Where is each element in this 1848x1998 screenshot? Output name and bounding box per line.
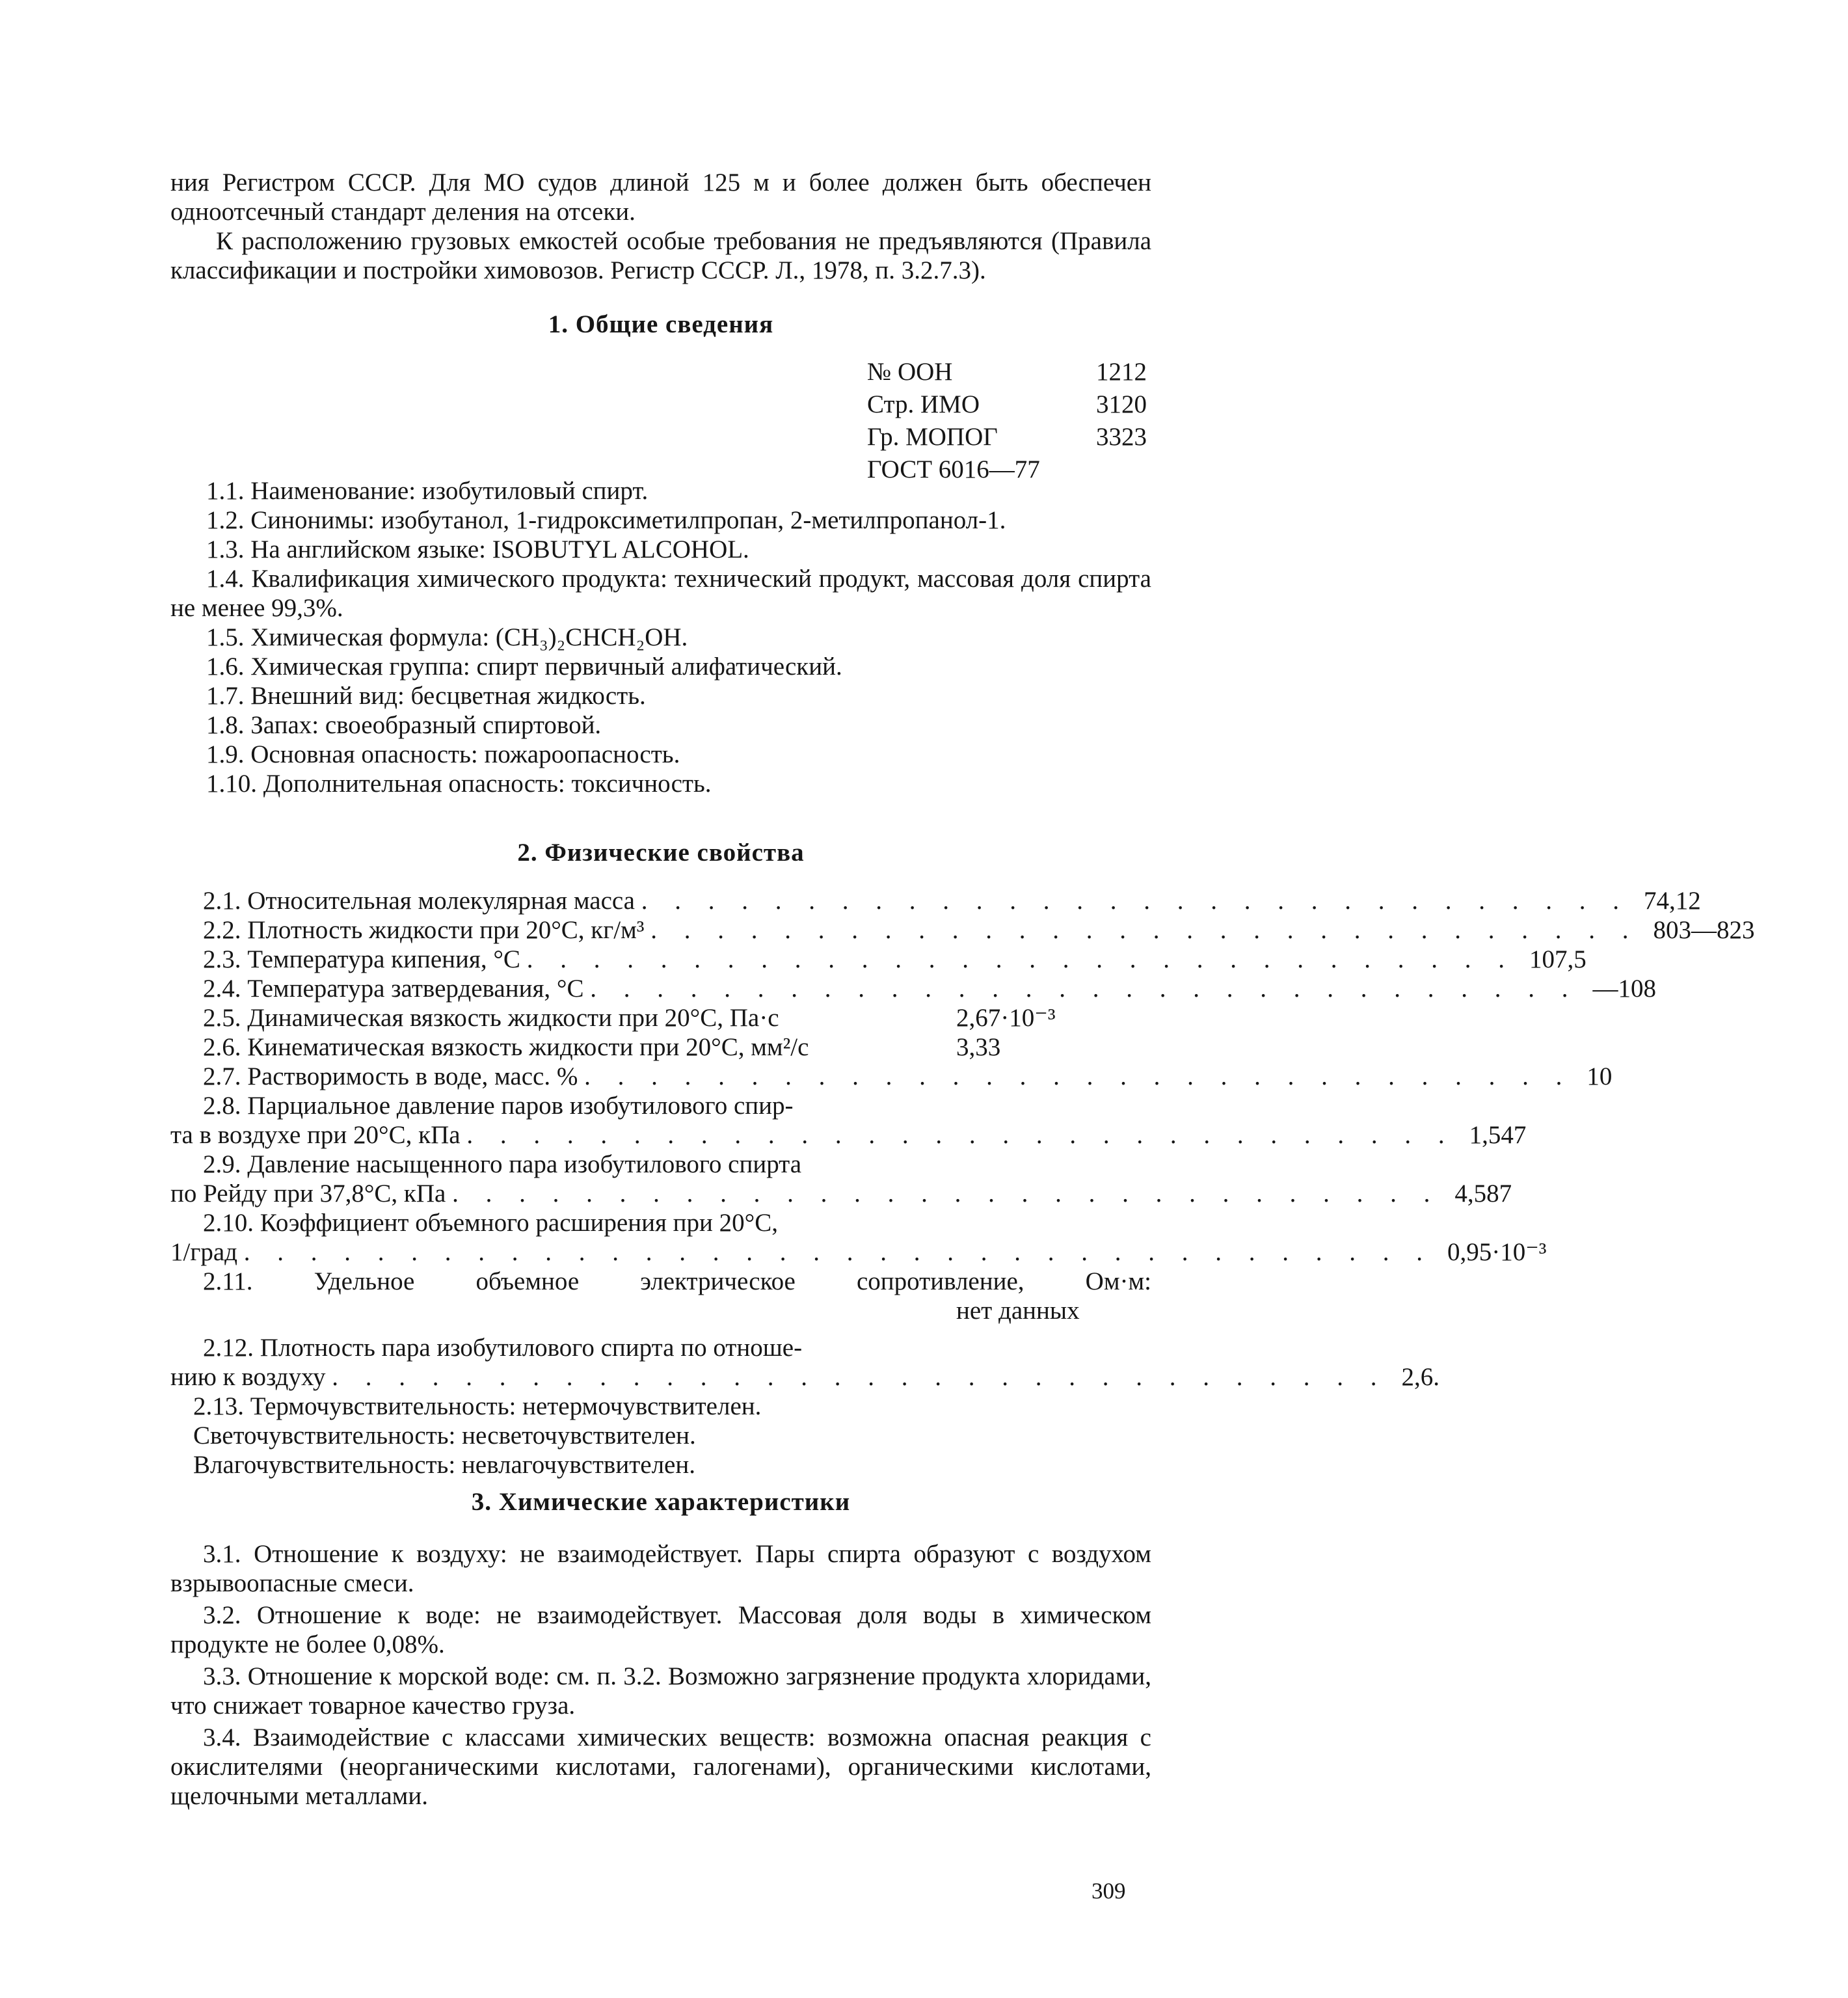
property-multiline: 2.9. Давление насыщенного пара изобутилового спирта по Рейду при 37,8°C, кПа . . . . . . . . . . . . . . . . . . . . . . . . . . . . . . 4,587	[170, 1150, 1151, 1208]
property-row: 2.3. Температура кипения, °C . . . . . . . . . . . . . . . . . . . . . . . . . . . . . . 107,5	[170, 945, 1151, 974]
section-1-list	[170, 476, 1151, 798]
list-item: 1.9. Основная опасность: пожароопасность.	[206, 740, 680, 768]
id-value: 1212	[1096, 358, 1147, 386]
property-row	[170, 1033, 1151, 1062]
property-label: 1/град	[170, 1238, 237, 1266]
section-2-heading: 2. Физические свойства	[517, 839, 805, 867]
property-value: —108	[1592, 975, 1657, 1003]
id-value: 3323	[1096, 423, 1147, 451]
list-item: 1.3. На английском языке: ISOBUTYL ALCOHOL.	[206, 535, 749, 563]
intro-block	[170, 168, 1151, 285]
property-label: 2.2. Плотность жидкости при 20°C, кг/м³	[203, 916, 645, 944]
list-item: 1.6. Химическая группа: спирт первичный алифатический.	[206, 653, 842, 681]
property-label: нию к воздуху	[170, 1363, 326, 1391]
id-row	[867, 357, 1147, 390]
property-text: Светочувствительность: несветочувствителен.	[193, 1422, 696, 1450]
list-item: 1.10. Дополнительная опасность: токсичность.	[206, 770, 712, 798]
id-value: 3120	[1096, 390, 1147, 418]
id-label: Гр. МОПОГ	[867, 423, 998, 451]
id-label: ГОСТ 6016—77	[867, 455, 1040, 483]
property-value: 2,6.	[1401, 1363, 1440, 1391]
property-label: та в воздухе при 20°C, кПа	[170, 1121, 461, 1149]
property-multiline: 2.12. Плотность пара изобутилового спирта по отноше- нию к воздуху . . . . . . . . . . . . . . . . . . . . . . . . . . . . . . . . 2,6.	[170, 1333, 1151, 1392]
property-value: 10	[1587, 1062, 1613, 1090]
list-item: 1.1. Наименование: изобутиловый спирт.	[206, 477, 649, 505]
property-value: 74,12	[1643, 887, 1701, 915]
property-value: 4,587	[1454, 1180, 1512, 1208]
section-1-heading: 1. Общие сведения	[548, 310, 774, 338]
property-multiline	[170, 1267, 1151, 1325]
list-item: 3.1. Отношение к воздуху: не взаимодействует. Пары спирта образуют с воздухом взрывоопасные смеси.	[170, 1540, 1151, 1597]
property-value: 803—823	[1653, 916, 1755, 944]
property-row: 2.4. Температура затвердевания, °C . . . . . . . . . . . . . . . . . . . . . . . . . . . . . . —108	[170, 974, 1151, 1003]
section-3-list	[170, 1539, 1151, 1811]
section-3-heading: 3. Химические характеристики	[471, 1488, 851, 1516]
identifier-table	[867, 357, 1147, 487]
property-label: 2.3. Температура кипения, °C	[203, 945, 520, 973]
section-2-properties	[170, 886, 1755, 1479]
property-label: 2.4. Температура затвердевания, °C	[203, 975, 584, 1003]
property-label: 2.10. Коэффициент объемного расширения при 20°C,	[203, 1209, 778, 1237]
property-label: по Рейду при 37,8°C, кПа	[170, 1180, 446, 1208]
property-label: 2.8. Парциальное давление паров изобутилового спир-	[203, 1092, 794, 1120]
property-value: 0,95·10⁻³	[1447, 1238, 1547, 1266]
property-value: нет данных	[956, 1297, 1080, 1325]
property-label: 2.5. Динамическая вязкость жидкости при 20°C, Па·с	[203, 1004, 779, 1032]
list-item: 1.5. Химическая формула: (CH₃)₂CHCH₂OH.	[206, 623, 688, 651]
property-label: 2.1. Относительная молекулярная масса	[203, 887, 635, 915]
property-row	[170, 1003, 1151, 1033]
property-multiline: 2.10. Коэффициент объемного расширения при 20°C, 1/град . . . . . . . . . . . . . . . . . . . . . . . . . . . . . . . . . . . . 0,95·10⁻³	[170, 1208, 1151, 1267]
list-item: 3.4. Взаимодействие с классами химических веществ: возможна опасная реакция с окислителями (неорганическими кислотами, галогенами), органическими кислотами, щелочными металлами.	[170, 1723, 1151, 1810]
list-item: 1.2. Синонимы: изобутанол, 1-гидроксиметилпропан, 2-метилпропанол-1.	[206, 506, 1006, 534]
list-item: 1.4. Квалификация химического продукта: технический продукт, массовая доля спирта не менее 99,3%.	[170, 565, 1151, 622]
property-value: 2,67·10⁻³	[956, 1004, 1056, 1032]
property-multiline: 2.8. Парциальное давление паров изобутилового спир- та в воздухе при 20°C, кПа . . . . . . . . . . . . . . . . . . . . . . . . . . . . . . 1,547	[170, 1091, 1151, 1150]
id-label: № ООН	[867, 358, 953, 386]
list-item: 3.3. Отношение к морской воде: см. п. 3.2. Возможно загрязнение продукта хлоридами, что снижает товарное качество груза.	[170, 1662, 1151, 1720]
property-label: 2.11. Удельное объемное электрическое сопротивление, Ом·м:	[203, 1267, 1151, 1295]
property-row: 2.2. Плотность жидкости при 20°C, кг/м³ . . . . . . . . . . . . . . . . . . . . . . . . . . . . . . 803—823	[170, 915, 1151, 945]
property-value: 107,5	[1529, 945, 1587, 973]
property-text: Влагочувствительность: невлагочувствителен.	[193, 1451, 695, 1479]
list-item: 3.2. Отношение к воде: не взаимодействует. Массовая доля воды в химическом продукте не более 0,08%.	[170, 1601, 1151, 1658]
property-value: 3,33	[956, 1033, 1001, 1061]
id-label: Стр. ИМО	[867, 390, 980, 418]
property-text: 2.13. Термочувствительность: нетермочувствителен.	[193, 1392, 762, 1420]
property-label: 2.7. Растворимость в воде, масс. %	[203, 1062, 578, 1090]
list-item: 1.7. Внешний вид: бесцветная жидкость.	[206, 682, 646, 710]
property-value: 1,547	[1469, 1121, 1527, 1149]
property-row: 2.7. Растворимость в воде, масс. % . . . . . . . . . . . . . . . . . . . . . . . . . . . . . . 10	[170, 1062, 1151, 1091]
property-label: 2.9. Давление насыщенного пара изобутилового спирта	[203, 1150, 802, 1178]
property-row: 2.1. Относительная молекулярная масса . . . . . . . . . . . . . . . . . . . . . . . . . . . . . . 74,12	[170, 886, 1151, 915]
id-row	[867, 390, 1147, 422]
intro-paragraph-2: К расположению грузовых емкостей особые требования не предъявляются (Правила классификации и постройки химовозов. Регистр СССР. Л., 1978, п. 3.2.7.3).	[170, 227, 1151, 284]
id-row	[867, 422, 1147, 455]
intro-paragraph-1: ния Регистром СССР. Для МО судов длиной 125 м и более должен быть обеспечен одноотсечный стандарт деления на отсеки.	[170, 169, 1151, 226]
list-item: 1.8. Запах: своеобразный спиртовой.	[206, 711, 602, 739]
page-number: 309	[1091, 1878, 1126, 1904]
property-label: 2.12. Плотность пара изобутилового спирта по отноше-	[203, 1334, 803, 1362]
property-label: 2.6. Кинематическая вязкость жидкости при 20°C, мм²/с	[203, 1033, 809, 1061]
